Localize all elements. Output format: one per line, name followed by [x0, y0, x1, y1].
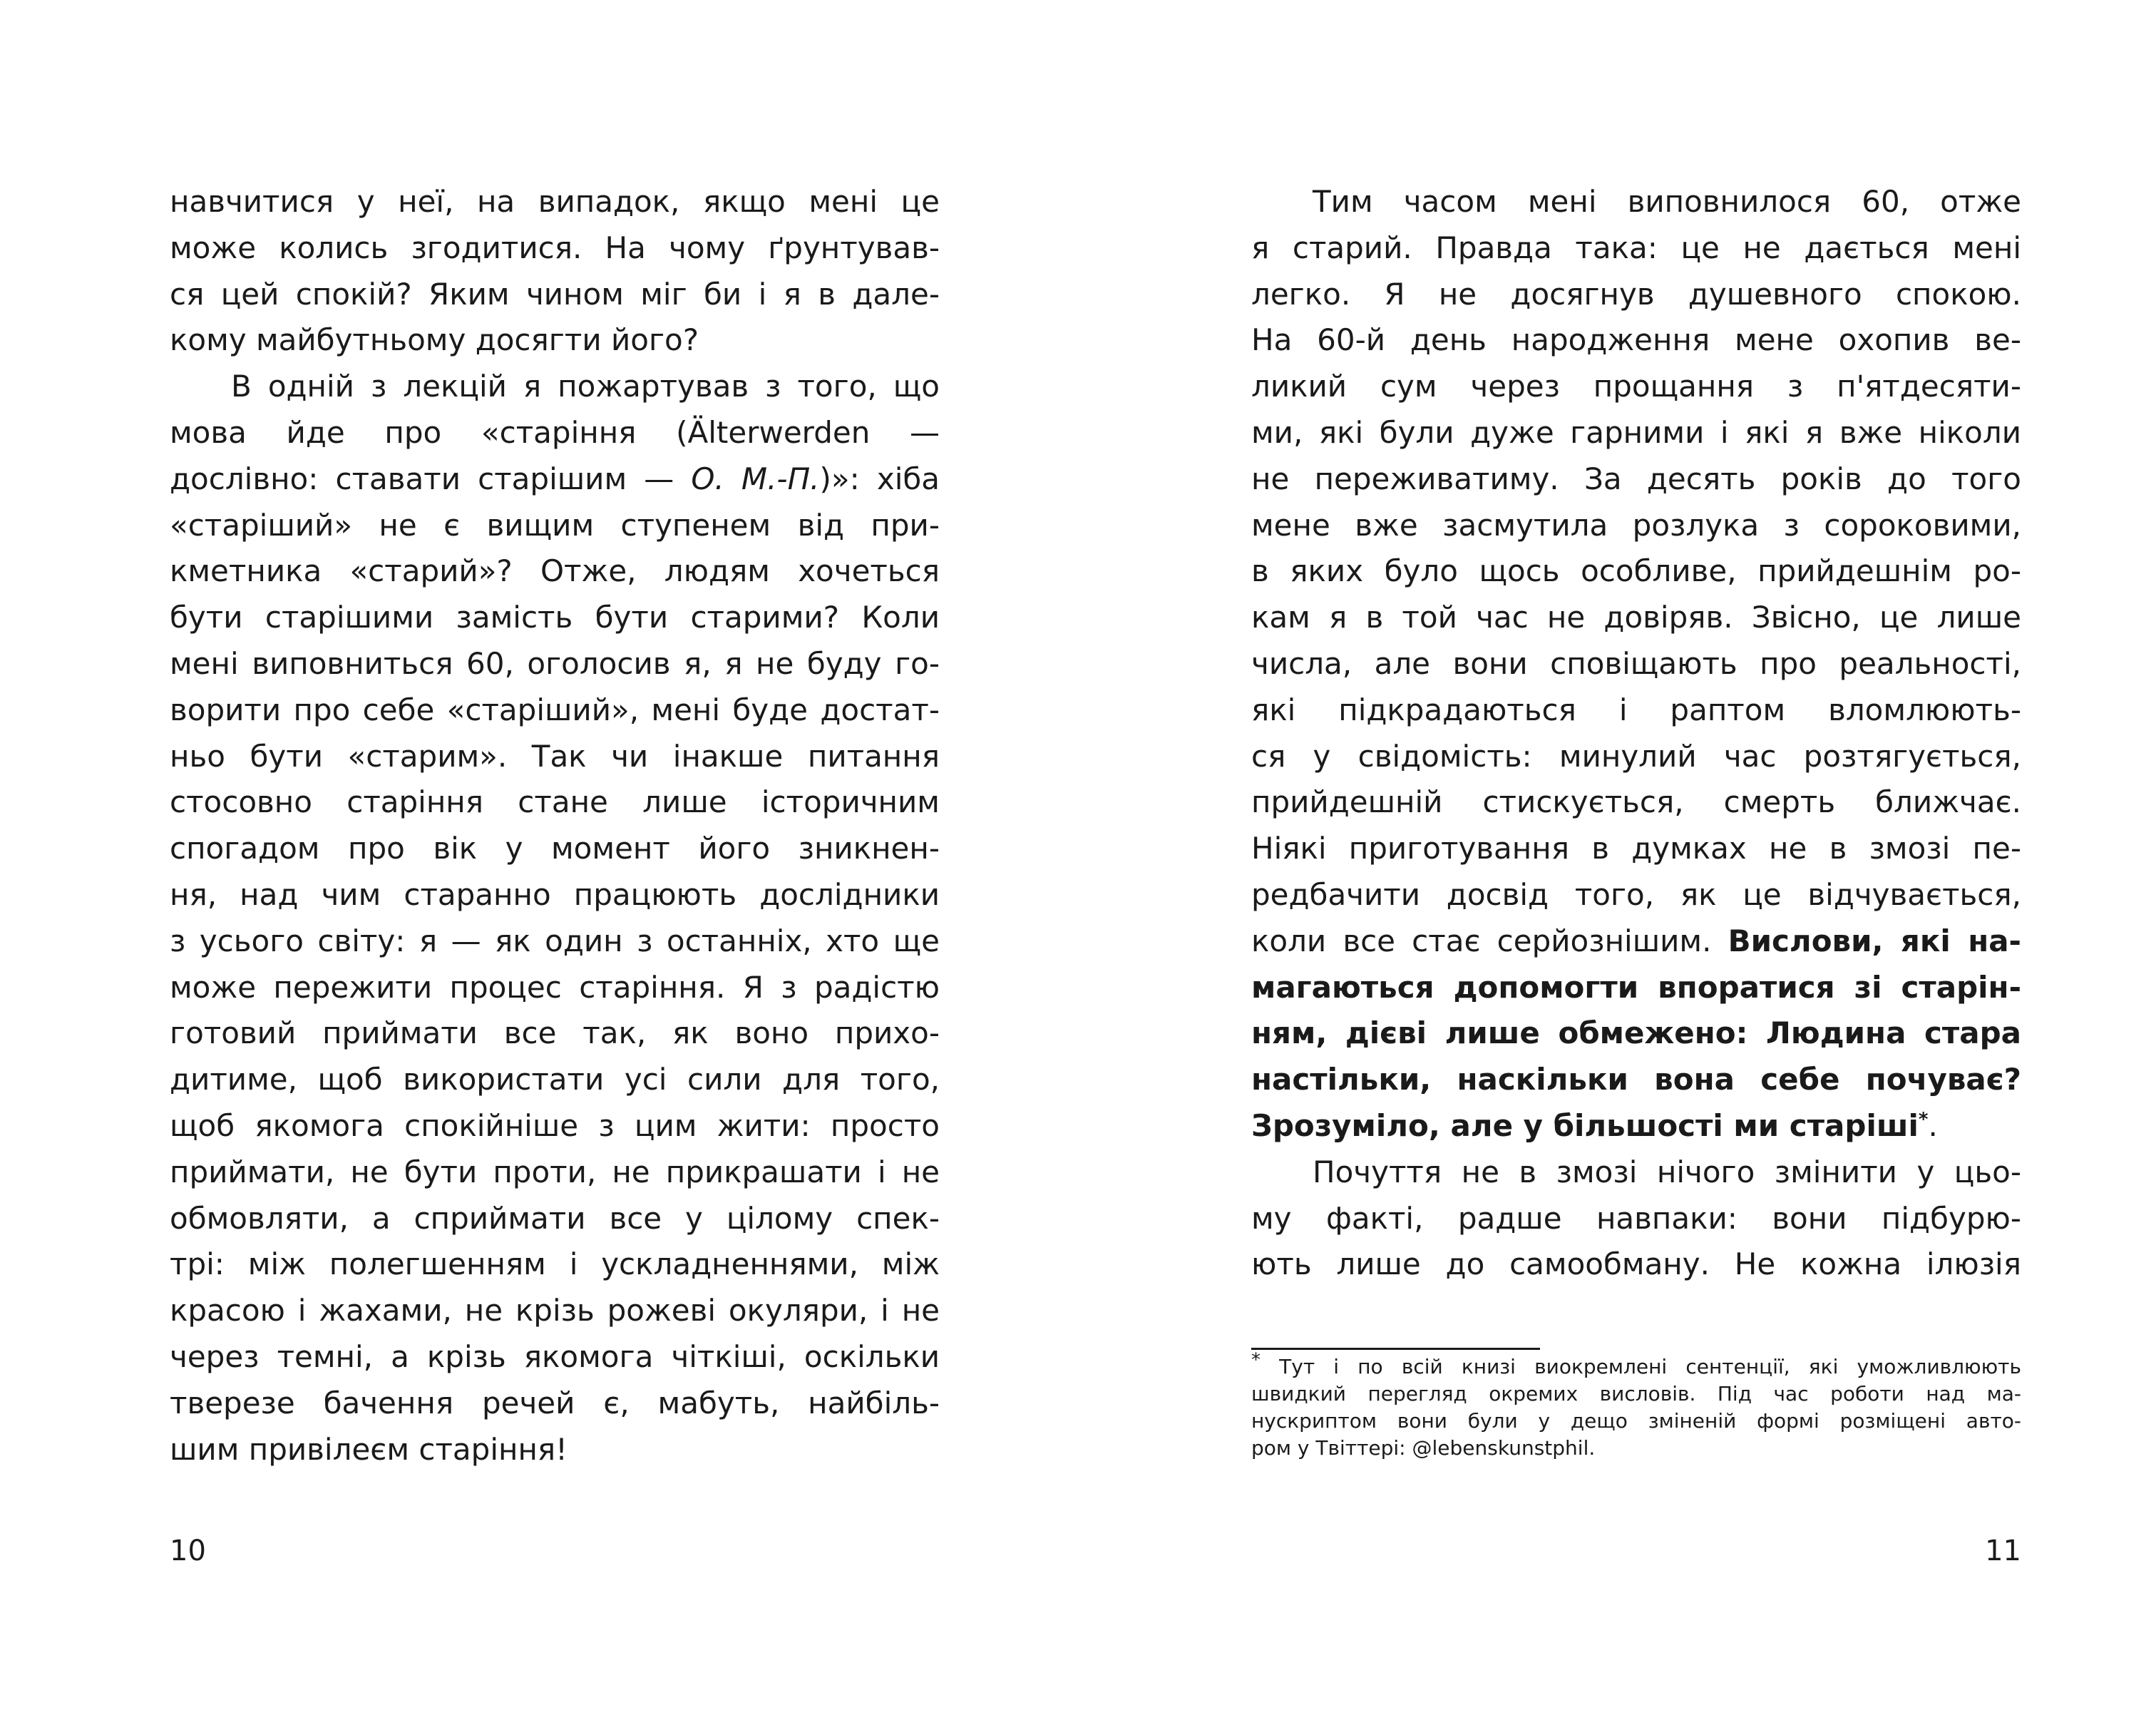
text-line: не переживатиму. За десять років до того [1251, 461, 2021, 496]
text-line: з усього світу: я — як один з останніх, хто ще [170, 923, 940, 958]
left-body-text [170, 179, 940, 1473]
highlighted-quote-line: настільки, наскільки вона себе почуває? [1251, 1062, 2021, 1097]
text-line: ся цей спокій? Яким чином міг би і я в дале- [170, 276, 940, 312]
text-line: Тим часом мені виповнилося 60, отже [1313, 184, 2021, 219]
footnote [1251, 1349, 2021, 1462]
text-run: )»: хіба [819, 461, 940, 496]
text-line [170, 456, 940, 503]
text-line: спогадом про вік у момент його зникнен- [170, 831, 940, 866]
highlighted-quote: Вислови, які на- [1728, 923, 2021, 958]
text-line: тверезе бачення речей є, мабуть, найбіль- [170, 1385, 940, 1420]
highlighted-quote: Зрозуміло, але у більшості ми старіші [1251, 1107, 1919, 1143]
text-line: Ніякі приготування в думках не в змозі пе- [1251, 831, 2021, 866]
text-line: В одній з лекцій я пожартував з того, що [231, 369, 940, 404]
text-line: легко. Я не досягнув душевного спокою. [1251, 276, 2021, 312]
text-line: Почуття не в змозі нічого змінити у цьо- [1313, 1154, 2021, 1189]
text-line: ворити про себе «старіший», мені буде достат- [170, 692, 940, 727]
highlighted-quote-line: магаються допомогти впоратися зі старін- [1251, 969, 2021, 1005]
text-line: стосовно старіння стане лише історичним [170, 784, 940, 820]
text-line: готовий приймати все так, як воно прихо- [170, 1015, 940, 1051]
text-line: кметника «старий»? Отже, людям хочеться [170, 553, 940, 589]
text-run: . [1928, 1107, 1938, 1143]
translator-initials: О. М.-П. [691, 461, 820, 496]
text-line: бути старішими замість бути старими? Коли [170, 600, 940, 635]
text-line: редбачити досвід того, як це відчувається, [1251, 876, 2021, 912]
text-line: трі: між полегшенням і ускладненнями, між [170, 1246, 940, 1282]
text-line: ньо бути «старим». Так чи інакше питання [170, 738, 940, 774]
text-line: я старий. Правда така: це не дається мені [1251, 230, 2021, 265]
text-line: шим привілеєм старіння! [170, 1431, 568, 1467]
text-line: числа, але вони сповіщають про реальності, [1251, 645, 2021, 681]
text-line: ня, над чим старанно працюють дослідники [170, 876, 940, 912]
text-line: мене вже засмутила розлука з сороковими, [1251, 507, 2021, 543]
text-line: кому майбутньому досягти його? [170, 322, 699, 358]
right-page [1078, 0, 2156, 1710]
text-line: прийдешній стискується, смерть ближчає. [1251, 784, 2021, 820]
text-run: дослівно: ставати старішим — [170, 461, 692, 496]
text-line: в яких було щось особливе, прийдешнім ро- [1251, 553, 2021, 589]
footnote-line: нускриптом вони були у дещо зміненій формі розміщені авто- [1251, 1409, 2021, 1433]
page-number: 11 [1985, 1535, 2021, 1567]
text-line: обмовляти, а сприймати все у цілому спек- [170, 1200, 940, 1236]
text-line: мова йде про «старіння (Älterwerden — [170, 414, 940, 450]
footnote-line [1251, 1349, 2021, 1381]
text-line: щоб якомога спокійніше з цим жити: просто [170, 1107, 940, 1143]
text-line: дитиме, щоб використати усі сили для того, [170, 1062, 940, 1097]
text-line: «старіший» не є вищим ступенем від при- [170, 507, 940, 543]
text-line: На 60-й день народження мене охопив ве- [1251, 322, 2021, 358]
footnote-text: Тут і по всій книзі виокремлені сентенції, які уможливлюють [1261, 1355, 2021, 1378]
text-line: кам я в той час не довіряв. Звісно, це лише [1251, 600, 2021, 635]
highlighted-quote-line: ням, дієві лише обмежено: Людина стара [1251, 1015, 2021, 1051]
text-line: через темні, а крізь якомога чіткіші, оскільки [170, 1338, 940, 1374]
text-line: ликий сум через прощання з п'ятдесяти- [1251, 369, 2021, 404]
text-line: му факті, радше навпаки: вони підбурю- [1251, 1200, 2021, 1236]
text-line [1251, 918, 2021, 965]
text-line: навчитися у неї, на випадок, якщо мені це [170, 184, 940, 219]
text-line: може колись згодитися. На чому ґрунтував- [170, 230, 940, 265]
footnote-line: швидкий перегляд окремих висловів. Під час роботи над ма- [1251, 1382, 2021, 1406]
text-line: ють лише до самообману. Не кожна ілюзія [1251, 1246, 2021, 1282]
right-body-text [1251, 179, 2021, 1288]
page-number: 10 [170, 1535, 206, 1567]
text-line: красою і жахами, не крізь рожеві окуляри, і не [170, 1293, 940, 1328]
footnote-reference: * [1918, 1108, 1929, 1130]
footnote-line: ром у Твіттері: @lebenskunstphil. [1251, 1436, 1596, 1460]
text-line: які підкрадаються і раптом вломлюють- [1251, 692, 2021, 727]
text-line: ми, які були дуже гарними і які я вже ніколи [1251, 414, 2021, 450]
text-line: ся у свідомість: минулий час розтягується, [1251, 738, 2021, 774]
text-line: приймати, не бути проти, не прикрашати і не [170, 1154, 940, 1189]
text-line: мені виповниться 60, оголосив я, я не буду го- [170, 645, 940, 681]
text-line: може пережити процес старіння. Я з радістю [170, 969, 940, 1005]
text-line [1251, 1103, 2021, 1150]
footnote-marker: * [1251, 1349, 1261, 1371]
footnote-divider [1251, 1348, 1540, 1350]
text-run: коли все стає серйознішим. [1251, 923, 1728, 958]
